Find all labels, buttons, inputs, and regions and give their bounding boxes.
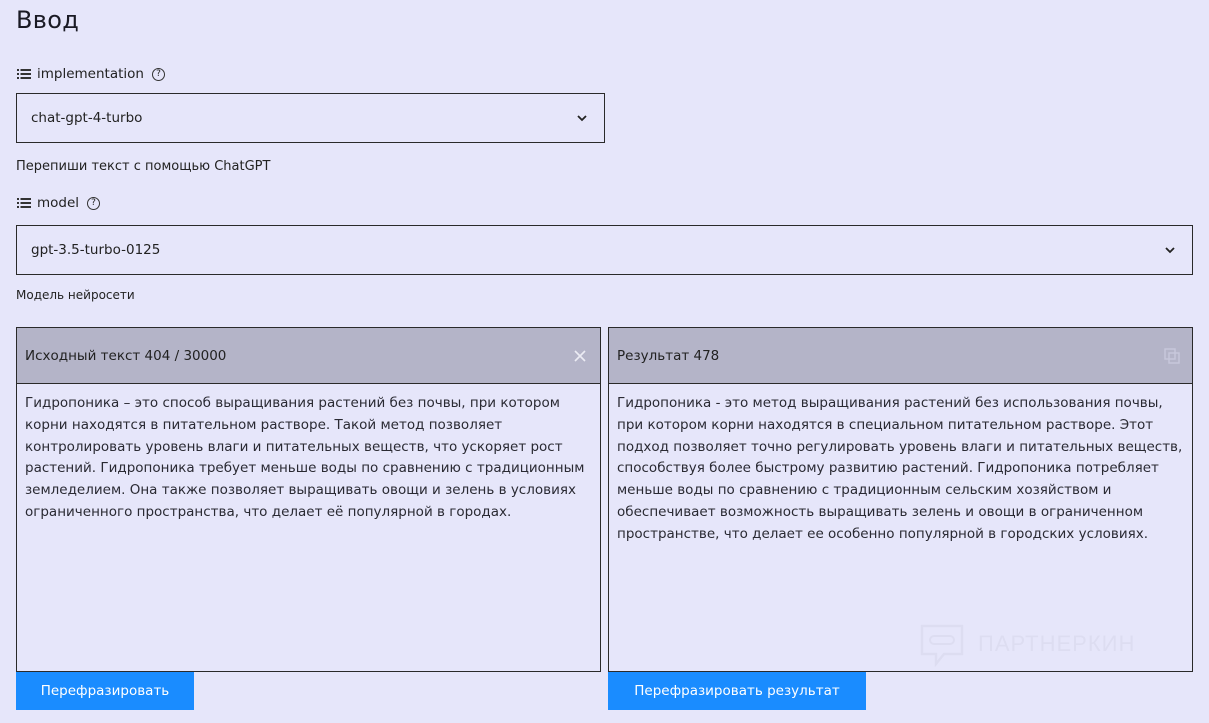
source-panel-header [17, 328, 600, 384]
help-icon[interactable]: ? [152, 68, 165, 81]
help-icon[interactable]: ? [87, 197, 100, 210]
model-label-row [17, 195, 100, 211]
list-icon [17, 198, 31, 208]
source-textarea[interactable]: Гидропоника – это способ выращивания растений без почвы, при котором корни находятся в питательном растворе. Такой метод позволяет контролировать уровень влаги и питательных веществ, что ускоряет рост растений. Гидропоника требует меньше воды по сравнению с традиционным земледелием. Она также позволяет выращивать овощи и зелень в условиях ограниченного пространства, что делает её популярной в городах. [25, 395, 585, 520]
implementation-label: implementation [37, 66, 144, 82]
chevron-down-icon [576, 112, 588, 124]
model-select[interactable] [16, 225, 1193, 275]
model-value: gpt-3.5-turbo-0125 [31, 242, 161, 258]
chat-bubble-icon [918, 620, 966, 668]
result-panel-header [609, 328, 1192, 384]
chevron-down-icon [1164, 244, 1176, 256]
paraphrase-result-button[interactable]: Перефразировать результат [608, 672, 866, 710]
result-header-label: Результат 478 [617, 347, 720, 364]
implementation-value: chat-gpt-4-turbo [31, 110, 143, 126]
source-panel [16, 327, 601, 672]
page-title: Ввод [16, 6, 80, 34]
model-label: model [37, 195, 80, 211]
watermark-text: ПАРТНЕРКИН [978, 631, 1136, 656]
paraphrase-button[interactable]: Перефразировать [16, 672, 194, 710]
source-header-label: Исходный текст 404 / 30000 [25, 347, 227, 364]
model-hint: Модель нейросети [16, 288, 135, 302]
result-text: Гидропоника - это метод выращивания растений без использования почвы, при котором корни находятся в специальном питательном растворе. Этот подход позволяет точно регулировать уровень влаги и питательных веществ, способствуя более быстрому развитию растений. Гидропоника потребляет меньше воды по сравнению с традиционным сельским хозяйством и обеспечивает возможность выращивать зелень и овощи в ограниченном пространстве, что делает ее особенно популярной в городских условиях. [617, 395, 1183, 542]
close-icon[interactable] [572, 348, 588, 364]
implementation-select[interactable] [16, 93, 605, 143]
implementation-hint: Перепиши текст с помощью ChatGPT [16, 159, 271, 174]
watermark [918, 620, 1135, 668]
list-icon [17, 69, 31, 79]
copy-icon[interactable] [1164, 348, 1180, 364]
implementation-label-row [17, 66, 165, 82]
